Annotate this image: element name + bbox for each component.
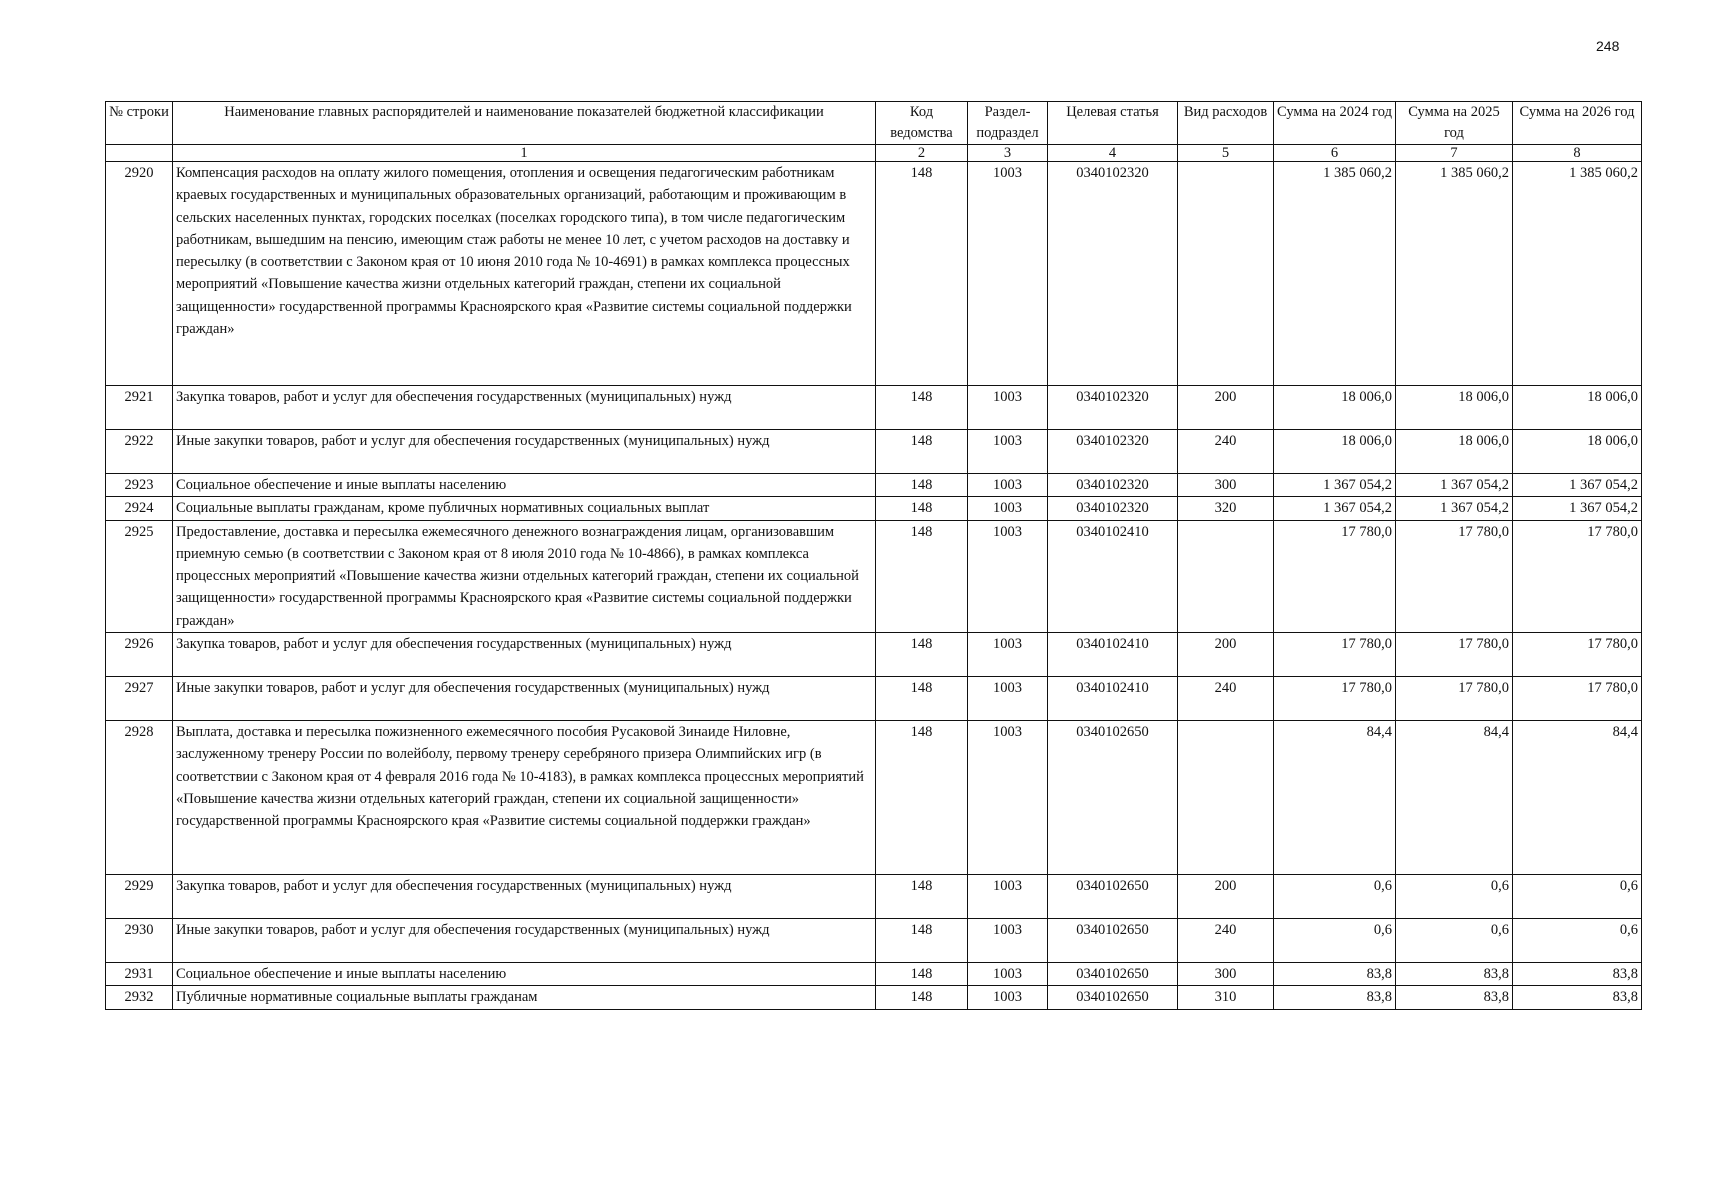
row-sum-2025: 83,8 [1396,986,1513,1009]
row-department-code: 148 [876,677,968,721]
row-sum-2024: 17 780,0 [1274,520,1396,632]
row-number: 2927 [106,677,173,721]
header-row-number: № строки [106,102,173,145]
row-number: 2930 [106,919,173,963]
row-number: 2931 [106,963,173,986]
row-target-article: 0340102650 [1048,963,1178,986]
row-sum-2026: 1 367 054,2 [1513,474,1642,497]
row-sum-2024: 0,6 [1274,919,1396,963]
row-department-code: 148 [876,721,968,875]
row-sum-2026: 17 780,0 [1513,633,1642,677]
row-number: 2929 [106,875,173,919]
row-target-article: 0340102410 [1048,633,1178,677]
row-number: 2932 [106,986,173,1009]
table-row [106,474,1642,497]
table-row [106,386,1642,430]
row-sum-2025: 1 367 054,2 [1396,497,1513,520]
row-section: 1003 [968,520,1048,632]
row-name: Иные закупки товаров, работ и услуг для обеспечения государственных (муниципальных) нужд [173,430,876,474]
row-expense-type [1178,162,1274,386]
row-target-article: 0340102650 [1048,986,1178,1009]
row-sum-2025: 84,4 [1396,721,1513,875]
row-number: 2928 [106,721,173,875]
row-number: 2924 [106,497,173,520]
column-number: 3 [968,145,1048,162]
row-sum-2024: 0,6 [1274,875,1396,919]
row-department-code: 148 [876,497,968,520]
table-row [106,986,1642,1009]
row-name: Закупка товаров, работ и услуг для обеспечения государственных (муниципальных) нужд [173,875,876,919]
row-sum-2024: 18 006,0 [1274,430,1396,474]
row-section: 1003 [968,963,1048,986]
row-sum-2026: 17 780,0 [1513,677,1642,721]
budget-table [105,101,1642,1010]
row-name: Иные закупки товаров, работ и услуг для обеспечения государственных (муниципальных) нужд [173,919,876,963]
column-number: 8 [1513,145,1642,162]
row-sum-2024: 17 780,0 [1274,677,1396,721]
row-number: 2922 [106,430,173,474]
row-department-code: 148 [876,986,968,1009]
table-row [106,162,1642,386]
column-number: 6 [1274,145,1396,162]
row-target-article: 0340102320 [1048,386,1178,430]
column-number-row [106,145,1642,162]
row-section: 1003 [968,677,1048,721]
row-sum-2026: 83,8 [1513,986,1642,1009]
row-sum-2026: 1 367 054,2 [1513,497,1642,520]
row-sum-2024: 1 367 054,2 [1274,474,1396,497]
column-number: 7 [1396,145,1513,162]
row-sum-2024: 1 367 054,2 [1274,497,1396,520]
row-name: Публичные нормативные социальные выплаты гражданам [173,986,876,1009]
row-section: 1003 [968,721,1048,875]
table-row [106,633,1642,677]
row-expense-type [1178,520,1274,632]
row-section: 1003 [968,875,1048,919]
row-sum-2025: 83,8 [1396,963,1513,986]
row-sum-2026: 1 385 060,2 [1513,162,1642,386]
row-name: Иные закупки товаров, работ и услуг для обеспечения государственных (муниципальных) нужд [173,677,876,721]
row-department-code: 148 [876,430,968,474]
table-row [106,963,1642,986]
row-expense-type: 200 [1178,386,1274,430]
row-sum-2026: 84,4 [1513,721,1642,875]
row-number: 2921 [106,386,173,430]
row-department-code: 148 [876,386,968,430]
row-department-code: 148 [876,162,968,386]
row-sum-2024: 17 780,0 [1274,633,1396,677]
row-sum-2025: 1 367 054,2 [1396,474,1513,497]
row-sum-2026: 0,6 [1513,919,1642,963]
row-section: 1003 [968,633,1048,677]
header-name: Наименование главных распорядителей и наименование показателей бюджетной классификации [173,102,876,145]
header-row [106,102,1642,145]
row-sum-2026: 17 780,0 [1513,520,1642,632]
row-section: 1003 [968,497,1048,520]
column-number [106,145,173,162]
table-row [106,520,1642,632]
column-number: 5 [1178,145,1274,162]
row-section: 1003 [968,474,1048,497]
row-sum-2026: 83,8 [1513,963,1642,986]
row-expense-type: 200 [1178,875,1274,919]
row-department-code: 148 [876,474,968,497]
row-sum-2024: 18 006,0 [1274,386,1396,430]
header-target-article: Целевая статья [1048,102,1178,145]
row-section: 1003 [968,986,1048,1009]
row-name: Компенсация расходов на оплату жилого помещения, отопления и освещения педагогическим работникам краевых государственных и муниципальных образовательных организаций, работающим и проживающим в сельских населенных пунктах, городских поселках (поселках городского типа), в том числе педагогическим работникам, вышедшим на пенсию, имеющим стаж работы не менее 10 лет, с учетом расходов на доставку и пересылку (в соответствии с Законом края от 10 июня 2010 года № 10-4691) в рамках комплекса процессных мероприятий «Повышение качества жизни отдельных категорий граждан, степени их социальной защищенности» государственной программы Красноярского края «Развитие системы социальной поддержки граждан» [173,162,876,386]
row-name: Социальные выплаты гражданам, кроме публичных нормативных социальных выплат [173,497,876,520]
row-sum-2024: 83,8 [1274,963,1396,986]
row-target-article: 0340102320 [1048,162,1178,386]
column-number: 1 [173,145,876,162]
row-target-article: 0340102410 [1048,520,1178,632]
row-name: Социальное обеспечение и иные выплаты населению [173,963,876,986]
row-expense-type: 300 [1178,474,1274,497]
row-department-code: 148 [876,875,968,919]
row-department-code: 148 [876,520,968,632]
header-expense-type: Вид расходов [1178,102,1274,145]
header-sum-2025: Сумма на 2025 год [1396,102,1513,145]
row-name: Закупка товаров, работ и услуг для обеспечения государственных (муниципальных) нужд [173,386,876,430]
row-section: 1003 [968,430,1048,474]
table-row [106,677,1642,721]
row-sum-2024: 83,8 [1274,986,1396,1009]
header-sum-2026: Сумма на 2026 год [1513,102,1642,145]
row-name: Предоставление, доставка и пересылка ежемесячного денежного вознаграждения лицам, организовавшим приемную семью (в соответствии с Законом края от 8 июля 2010 года № 10-4866), в рамках комплекса процессных мероприятий «Повышение качества жизни отдельных категорий граждан, степени их социальной защищенности» государственной программы Красноярского края «Развитие системы социальной поддержки граждан» [173,520,876,632]
row-sum-2025: 1 385 060,2 [1396,162,1513,386]
row-target-article: 0340102650 [1048,721,1178,875]
row-target-article: 0340102650 [1048,919,1178,963]
row-target-article: 0340102410 [1048,677,1178,721]
row-sum-2026: 18 006,0 [1513,430,1642,474]
table-row [106,497,1642,520]
row-expense-type: 320 [1178,497,1274,520]
row-sum-2026: 0,6 [1513,875,1642,919]
row-expense-type: 240 [1178,919,1274,963]
row-expense-type: 240 [1178,677,1274,721]
row-sum-2025: 17 780,0 [1396,520,1513,632]
row-expense-type: 310 [1178,986,1274,1009]
row-expense-type: 300 [1178,963,1274,986]
row-sum-2025: 0,6 [1396,875,1513,919]
row-sum-2025: 17 780,0 [1396,677,1513,721]
row-target-article: 0340102650 [1048,875,1178,919]
column-number: 4 [1048,145,1178,162]
row-sum-2025: 18 006,0 [1396,386,1513,430]
row-sum-2024: 1 385 060,2 [1274,162,1396,386]
row-sum-2025: 17 780,0 [1396,633,1513,677]
row-number: 2925 [106,520,173,632]
header-sum-2024: Сумма на 2024 год [1274,102,1396,145]
row-section: 1003 [968,919,1048,963]
row-number: 2926 [106,633,173,677]
row-expense-type [1178,721,1274,875]
row-number: 2920 [106,162,173,386]
row-sum-2025: 18 006,0 [1396,430,1513,474]
row-department-code: 148 [876,963,968,986]
header-department-code: Код ведомства [876,102,968,145]
row-department-code: 148 [876,633,968,677]
row-department-code: 148 [876,919,968,963]
column-number: 2 [876,145,968,162]
row-expense-type: 200 [1178,633,1274,677]
row-target-article: 0340102320 [1048,474,1178,497]
table-row [106,919,1642,963]
row-sum-2025: 0,6 [1396,919,1513,963]
row-name: Социальное обеспечение и иные выплаты населению [173,474,876,497]
header-section: Раздел-подраздел [968,102,1048,145]
row-target-article: 0340102320 [1048,497,1178,520]
row-sum-2024: 84,4 [1274,721,1396,875]
row-sum-2026: 18 006,0 [1513,386,1642,430]
table-row [106,430,1642,474]
row-name: Закупка товаров, работ и услуг для обеспечения государственных (муниципальных) нужд [173,633,876,677]
row-target-article: 0340102320 [1048,430,1178,474]
table-row [106,875,1642,919]
row-expense-type: 240 [1178,430,1274,474]
row-section: 1003 [968,386,1048,430]
page-number: 248 [1596,38,1620,54]
row-section: 1003 [968,162,1048,386]
row-number: 2923 [106,474,173,497]
row-name: Выплата, доставка и пересылка пожизненного ежемесячного пособия Русаковой Зинаиде Ниловне, заслуженному тренеру России по волейболу, первому тренеру серебряного призера Олимпийских игр (в соответствии с Законом края от 4 февраля 2016 года № 10-4183), в рамках комплекса процессных мероприятий «Повышение качества жизни отдельных категорий граждан, степени их социальной защищенности» государственной программы Красноярского края «Развитие системы социальной поддержки граждан» [173,721,876,875]
table-row [106,721,1642,875]
